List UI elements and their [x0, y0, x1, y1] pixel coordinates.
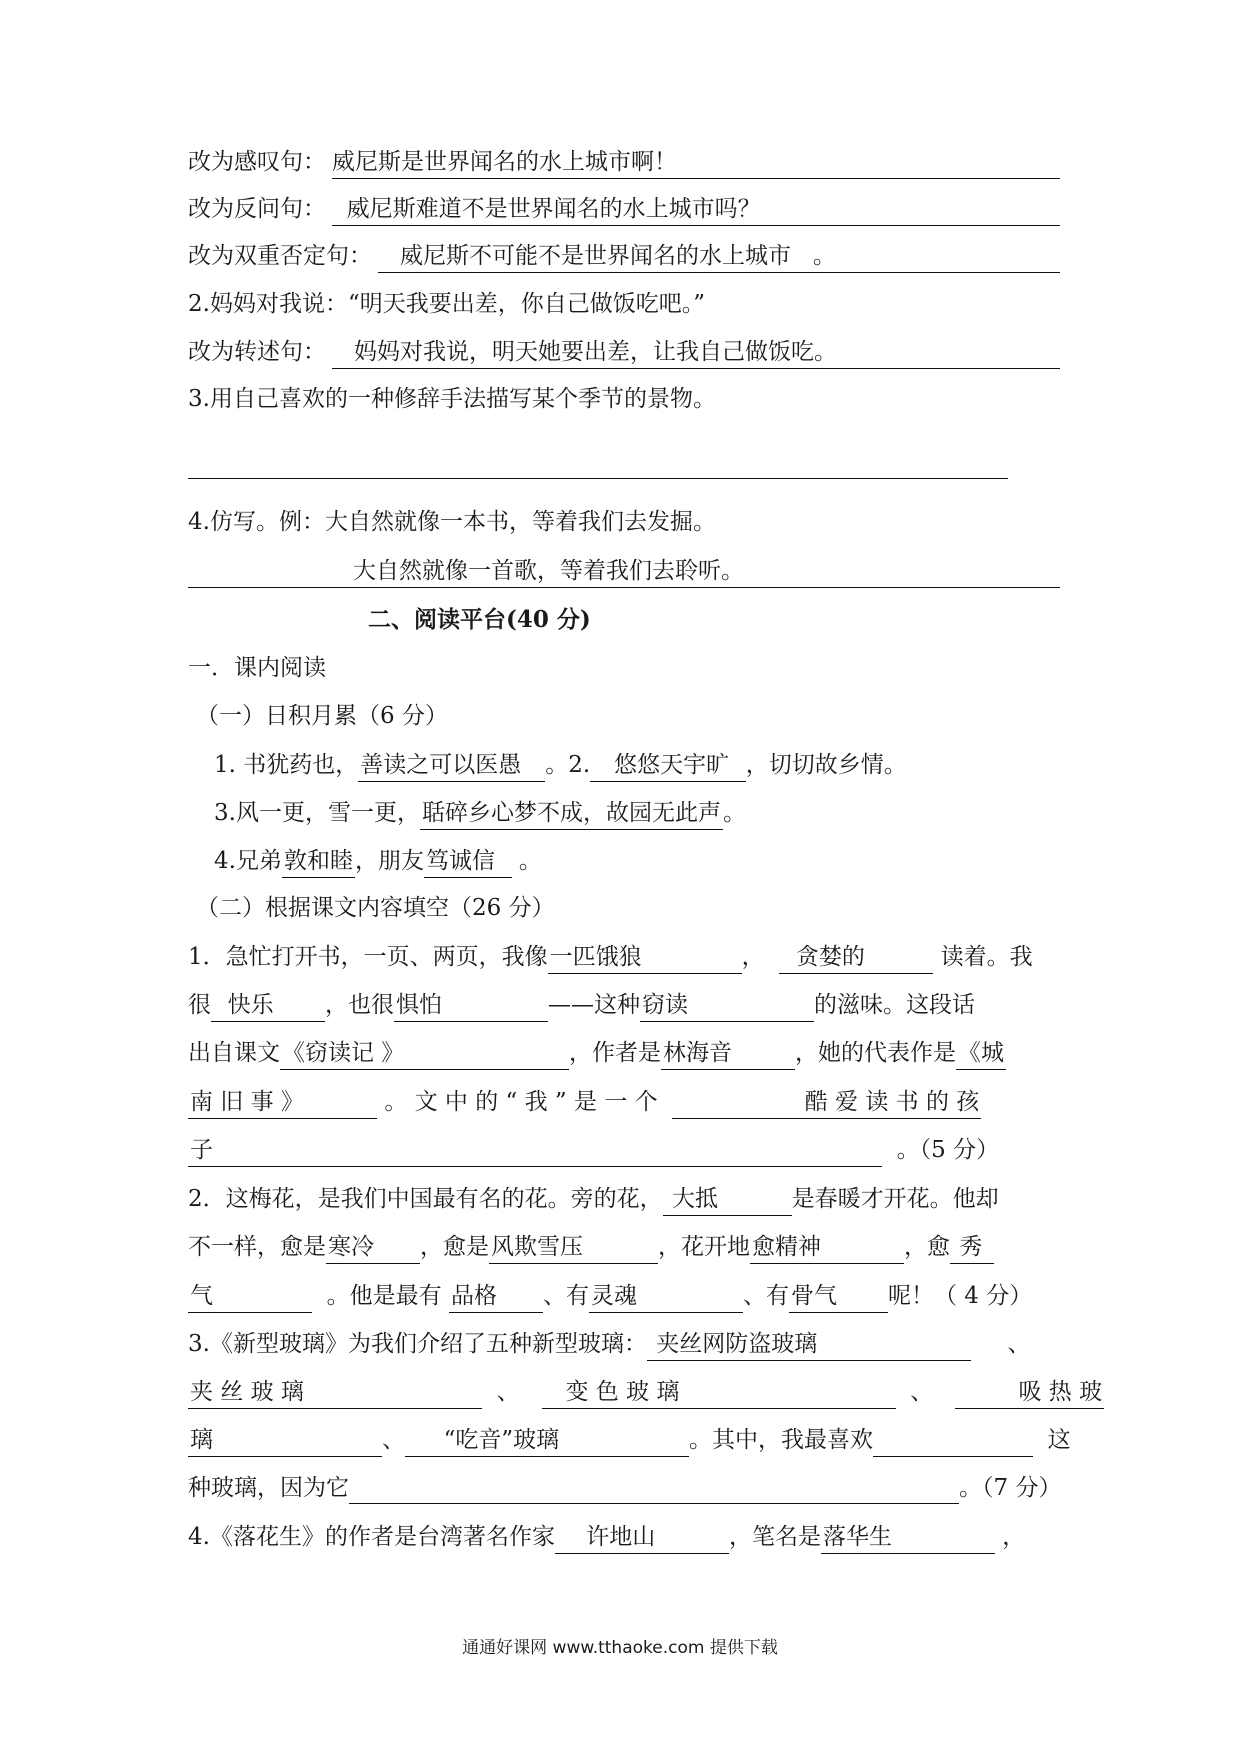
section2-title: 二、阅读平台(40 分) — [368, 606, 591, 633]
reading-q1-line3: 出自课文《窃读记 》 ，作者是林海音 ，她的代表作是《城 — [188, 1037, 1060, 1070]
m1-answer: 大抵 — [663, 1183, 792, 1216]
part1-item1: 1. 书犹药也，善读之可以医愚 。2. 悠悠天宇旷 ，切切故乡情。 — [214, 749, 1086, 782]
r3-answer-3: 《城 — [956, 1037, 1006, 1070]
indirect-speech-label: 改为转述句： — [188, 339, 326, 365]
part1-title: （一）日积月累（6 分） — [196, 703, 448, 729]
m2-answer-3: 愈精神 — [750, 1231, 904, 1264]
r1-answer-2: 贪婪的 — [779, 941, 933, 974]
double-negative-answer: 威尼斯不可能不是世界闻名的水上城市 。 — [378, 240, 1060, 273]
exclaim-label: 改为感叹句： — [188, 149, 326, 175]
reading-q2-line1: 2．这梅花，是我们中国最有名的花。旁的花， 大抵 是春暖才开花。他却 — [188, 1183, 1060, 1216]
q3-answer-blank — [188, 478, 1008, 479]
exclaim-line — [188, 146, 1060, 179]
part1-item3: 4.兄弟敦和睦，朋友笃诚信 。 — [214, 845, 1086, 878]
r3-answer-2: 林海音 — [661, 1037, 795, 1070]
g3-answer-2: “吃音”玻璃 — [405, 1424, 689, 1457]
reading-q3-line2: 夹 丝 玻 璃 、 变 色 玻 璃 、 吸 热 玻 — [188, 1376, 1060, 1409]
indirect-speech-line — [188, 336, 1060, 369]
q2-prompt: 2.妈妈对我说：“明天我要出差，你自己做饭吃吧。” — [188, 291, 705, 317]
reading-q3-line3: 璃 、 “吃音”玻璃 。其中，我最喜欢 这 — [188, 1424, 1060, 1457]
m3-answer-4: 骨气 — [789, 1280, 888, 1313]
l1-answer-1: 许地山 — [555, 1521, 729, 1554]
m2-answer-1: 寒冷 — [326, 1231, 420, 1264]
r4-answer-1: 南 旧 事 》 — [188, 1086, 377, 1119]
g2-answer-3: 吸 热 玻 — [955, 1376, 1104, 1409]
g2-answer-2: 变 色 玻 璃 — [542, 1376, 896, 1409]
indirect-speech-answer: 妈妈对我说，明天她要出差，让我自己做饭吃。 — [332, 336, 1060, 369]
g3-blank — [873, 1430, 1033, 1457]
reading-q1-line2: 很 快乐 ，也很惧怕 ——这种窃读 的滋味。这段话 — [188, 989, 1060, 1022]
double-negative-label: 改为双重否定句： — [188, 243, 372, 269]
section2-sub1: 一．课内阅读 — [188, 655, 326, 681]
g3-answer-1: 璃 — [188, 1424, 382, 1457]
r4-answer-2: 酷 爱 读 书 的 孩 — [672, 1086, 981, 1119]
reading-q3-line4: 种玻璃，因为它 。（7 分） — [188, 1472, 1060, 1504]
reading-q1-line1: 1．急忙打开书，一页、两页，我像一匹饿狼 ， 贪婪的 读着。我 — [188, 941, 1060, 974]
m2-answer-4: 秀 — [950, 1231, 994, 1264]
l1-answer-2: 落华生 — [821, 1521, 995, 1554]
reading-q2-line3: 气 。他是最有 品格 、有灵魂 、有骨气 呢！（ 4 分） — [188, 1280, 1060, 1313]
q4-answer: 大自然就像一首歌，等着我们去聆听。 — [353, 558, 744, 584]
r2-answer-2: 惧怕 — [394, 989, 548, 1022]
exclaim-answer: 威尼斯是世界闻名的水上城市啊！ — [332, 146, 1060, 179]
rhetorical-answer: 威尼斯难道不是世界闻名的水上城市吗？ — [332, 193, 1060, 226]
m3-answer-3: 灵魂 — [589, 1280, 743, 1313]
p1-answer-a: 善读之可以医愚 — [358, 749, 545, 782]
rhetorical-label: 改为反问句： — [188, 196, 326, 222]
reading-q1-line5: 子 。（5 分） — [188, 1134, 1060, 1167]
reading-q1-line4: 南 旧 事 》 。 文 中 的 “ 我 ” 是 一 个 酷 爱 读 书 的 孩 — [188, 1086, 1060, 1119]
q3-prompt: 3.用自己喜欢的一种修辞手法描写某个季节的景物。 — [188, 386, 716, 412]
part1-item2: 3.风一更，雪一更，聒碎乡心梦不成，故园无此声。 — [214, 797, 1086, 830]
q4-answer-line — [188, 555, 1060, 588]
reading-q4-line1: 4.《落花生》的作者是台湾著名作家 许地山 ，笔名是落华生 ， — [188, 1521, 1060, 1554]
r3-answer-1: 《窃读记 》 — [280, 1037, 569, 1070]
g2-answer-1: 夹 丝 玻 璃 — [188, 1376, 482, 1409]
rhetorical-line — [188, 193, 1060, 226]
double-negative-line — [188, 240, 1060, 273]
part2-title: （二）根据课文内容填空（26 分） — [196, 895, 555, 921]
m3-answer-1: 气 — [188, 1280, 312, 1313]
m3-answer-2: 品格 — [449, 1280, 543, 1313]
r2-answer-3: 窃读 — [640, 989, 814, 1022]
m2-answer-2: 风欺雪压 — [489, 1231, 658, 1264]
r1-answer-1: 一匹饿狼 — [548, 941, 742, 974]
p3-answer-2: 笃诚信 — [424, 845, 512, 878]
r2-answer-1: 快乐 — [211, 989, 325, 1022]
g1-answer: 夹丝网防盗玻璃 — [647, 1328, 971, 1361]
reading-q3-line1: 3.《新型玻璃》为我们介绍了五种新型玻璃： 夹丝网防盗玻璃 、 — [188, 1328, 1060, 1361]
r5-answer: 子 — [188, 1134, 882, 1167]
p1-answer-b: 悠悠天宇旷 — [590, 749, 746, 782]
p3-answer-1: 敦和睦 — [282, 845, 355, 878]
p2-answer: 聒碎乡心梦不成，故园无此声 — [420, 797, 723, 830]
g4-blank — [349, 1477, 959, 1504]
q4-prompt: 4.仿写。例：大自然就像一本书，等着我们去发掘。 — [188, 509, 716, 535]
page-footer: 通通好课网 www.tthaoke.com 提供下载 — [462, 1638, 778, 1658]
reading-q2-line2: 不一样，愈是寒冷 ，愈是风欺雪压 ，花开地愈精神 ，愈 秀 — [188, 1231, 1060, 1264]
